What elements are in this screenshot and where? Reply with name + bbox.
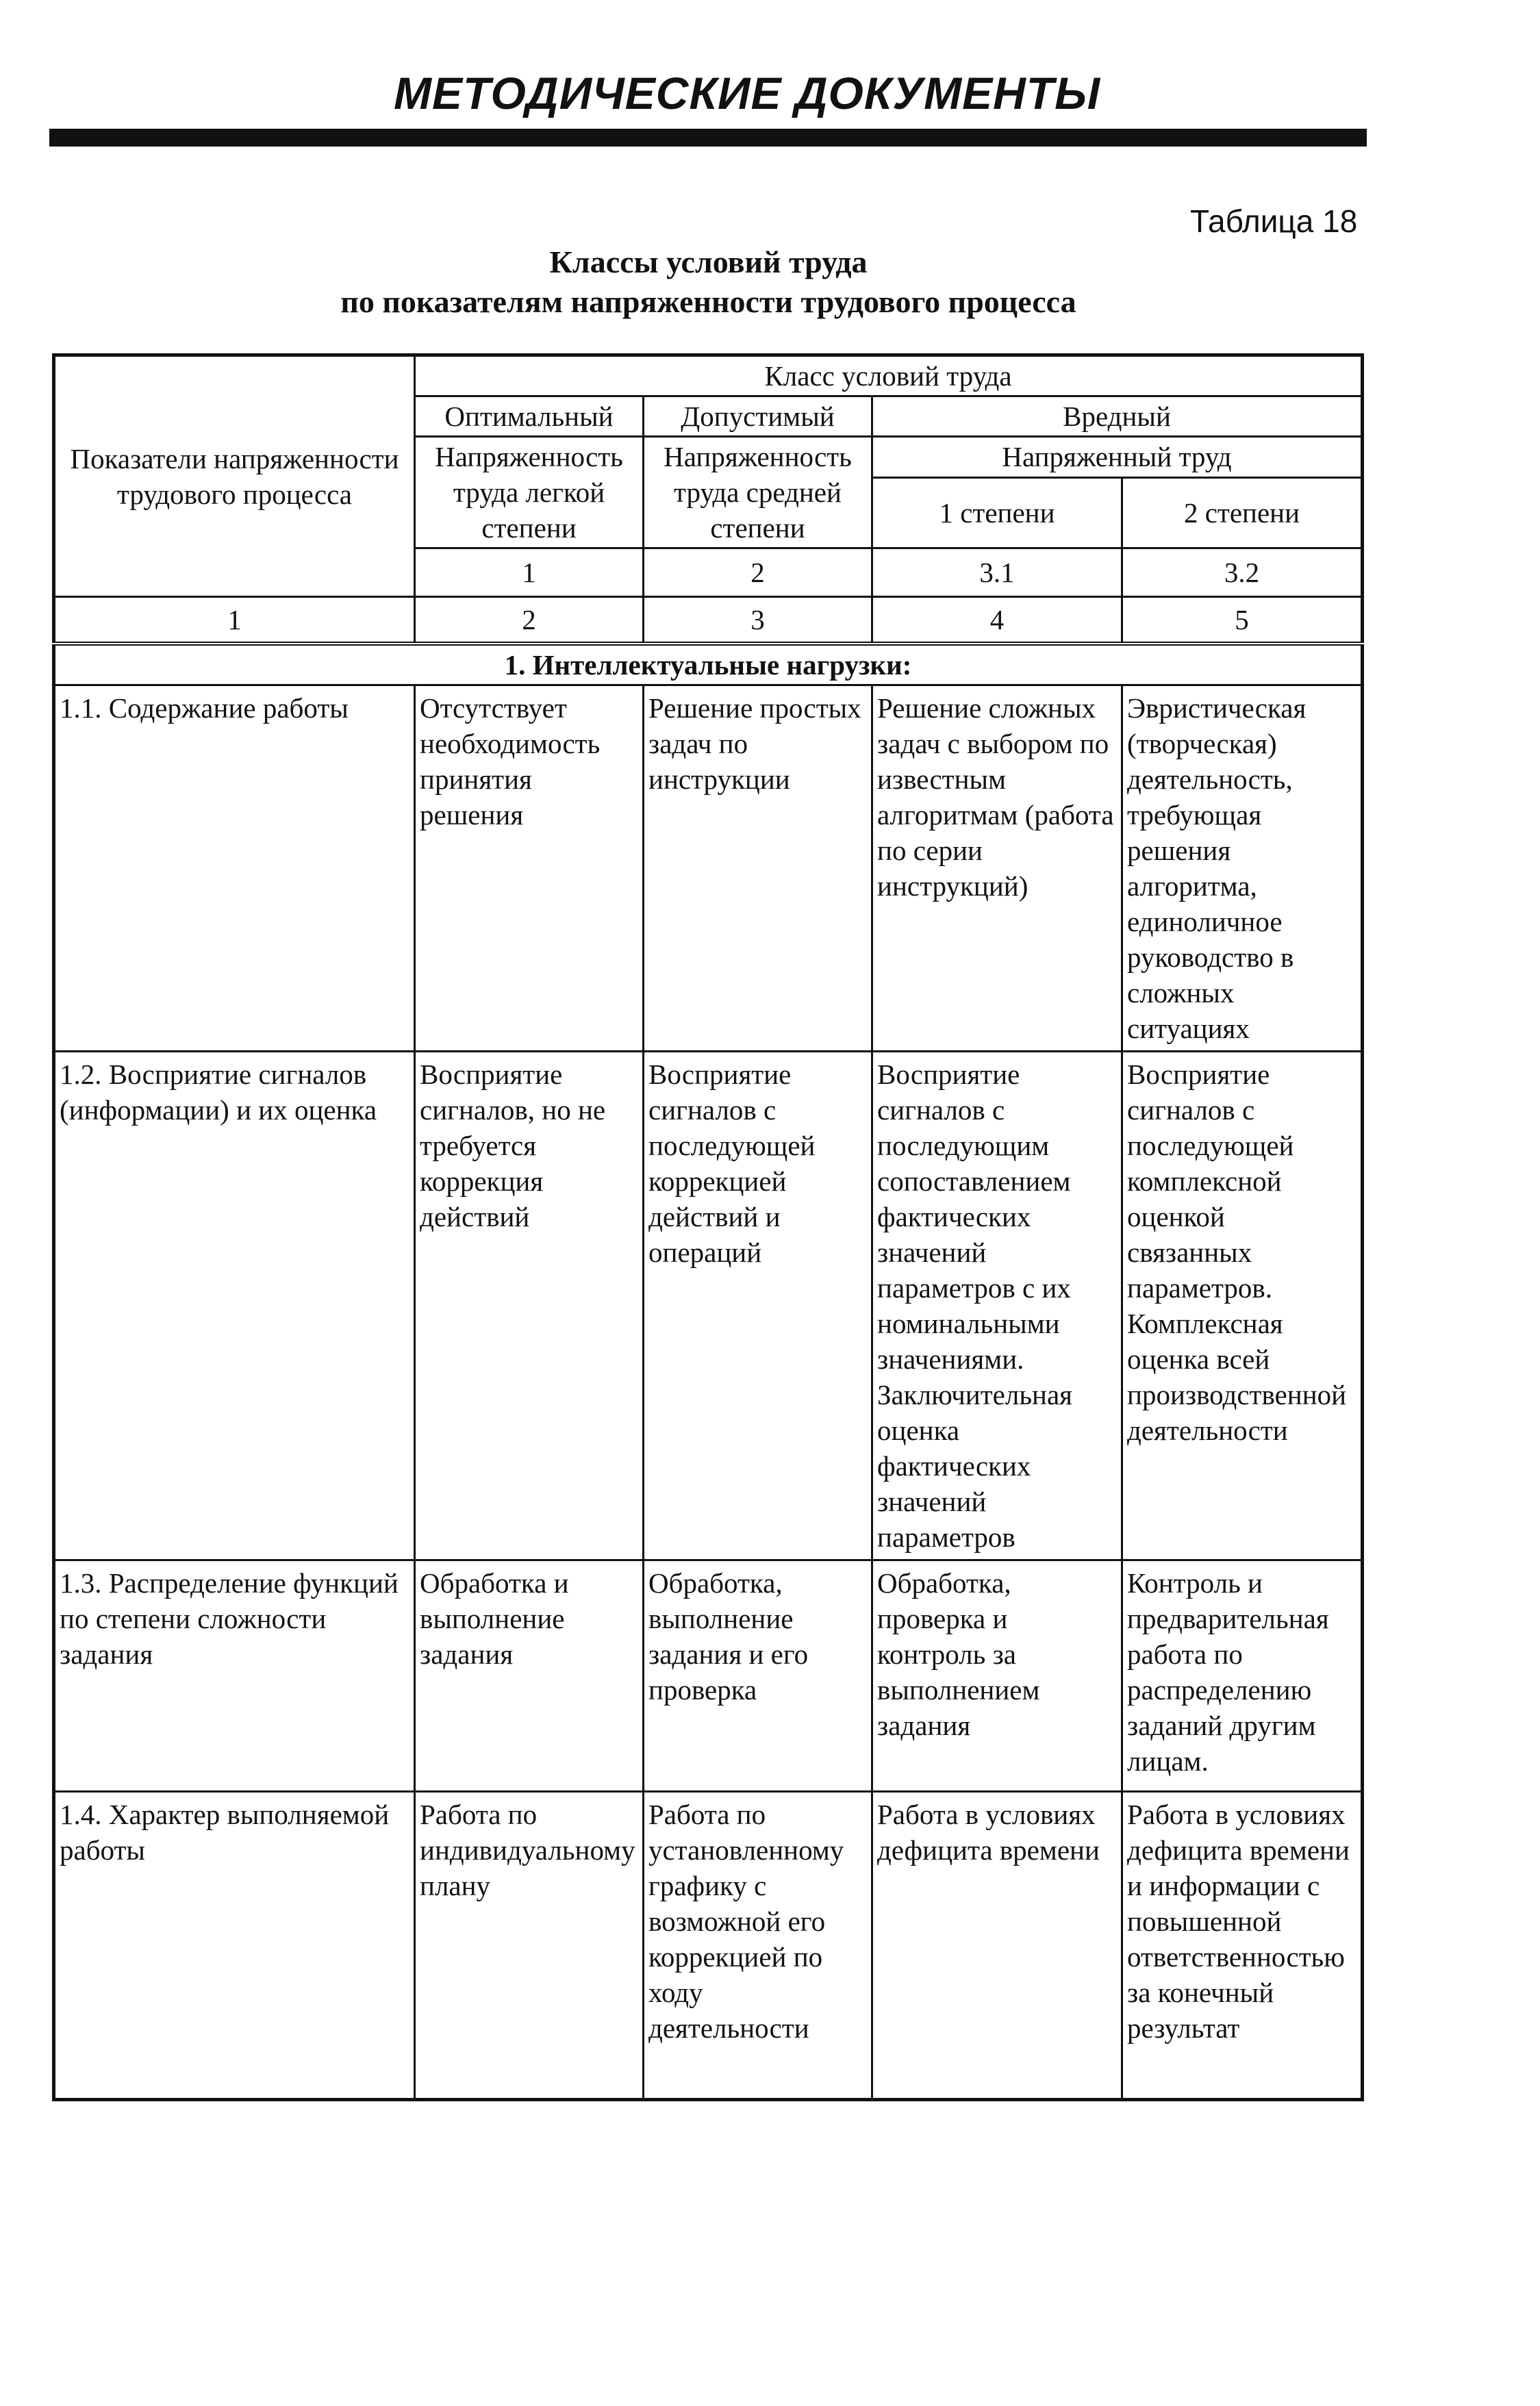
row-cell-harmful-1: Восприятие сигналов с последующим сопоставлением фактических значений параметров с их номинальными значениями. Заключительная оценка фактических значений параметров	[872, 1052, 1122, 1560]
row-indicator: 1.3. Распределение функций по степени сложности задания	[54, 1560, 415, 1792]
class-code: 1	[415, 548, 644, 597]
class-permissible: Допустимый	[644, 396, 872, 437]
running-header-title: МЕТОДИЧЕСКИЕ ДОКУМЕНТЫ	[394, 68, 1101, 118]
row-cell-harmful-2: Восприятие сигналов с последующей комплексной оценкой связанных параметров. Комплексная оценка всей производственной деятельности	[1122, 1052, 1363, 1560]
row-cell-harmful-2: Работа в условиях дефицита времени и информации с повышенной ответственностью за конечный результат	[1122, 1792, 1363, 2100]
degree-1: 1 степени	[872, 478, 1122, 548]
table-row	[54, 1792, 1363, 2100]
row-cell-permissible: Работа по установленному графику с возможной его коррекцией по ходу деятельности	[644, 1792, 872, 2100]
row-cell-permissible: Решение простых задач по инструкции	[644, 685, 872, 1052]
section-title: 1. Интеллектуальные нагрузки:	[54, 644, 1363, 685]
column-number: 5	[1122, 597, 1363, 644]
row-cell-harmful-2: Контроль и предварительная работа по распределению заданий другим лицам.	[1122, 1560, 1363, 1792]
class-optimal: Оптимальный	[415, 396, 644, 437]
column-number: 4	[872, 597, 1122, 644]
intensity-light: Напряженность труда легкой степени	[415, 437, 644, 548]
table-number: Таблица 18	[1190, 203, 1358, 239]
row-cell-optimal: Обработка и выполнение задания	[415, 1560, 644, 1792]
row-indicator: 1.4. Характер выполняемой работы	[54, 1792, 415, 2100]
intensity-medium: Напряженность труда средней степени	[644, 437, 872, 548]
working-conditions-table	[52, 353, 1364, 2101]
column-number: 3	[644, 597, 872, 644]
row-cell-optimal: Отсутствует необходимость принятия решения	[415, 685, 644, 1052]
degree-2: 2 степени	[1122, 478, 1363, 548]
table-caption-line-2: по показателям напряженности трудового процесса	[340, 284, 1076, 319]
indicator-header: Показатели напряженности трудового процесса	[54, 355, 415, 597]
class-code: 2	[644, 548, 872, 597]
header-rule	[49, 129, 1367, 147]
class-code: 3.2	[1122, 548, 1363, 597]
class-harmful: Вредный	[872, 396, 1363, 437]
table-row	[54, 685, 1363, 1052]
row-cell-harmful-2: Эвристическая (творческая) деятельность, требующая решения алгоритма, единоличное руководство в сложных ситуациях	[1122, 685, 1363, 1052]
table-row	[54, 1052, 1363, 1560]
intensity-harmful: Напряженный труд	[872, 437, 1363, 478]
table-caption-line-1: Классы условий труда	[549, 244, 868, 279]
row-cell-permissible: Восприятие сигналов с последующей коррекцией действий и операций	[644, 1052, 872, 1560]
row-cell-optimal: Работа по индивидуальному плану	[415, 1792, 644, 2100]
row-cell-harmful-1: Обработка, проверка и контроль за выполнением задания	[872, 1560, 1122, 1792]
column-number: 1	[54, 597, 415, 644]
row-cell-permissible: Обработка, выполнение задания и его проверка	[644, 1560, 872, 1792]
table-row	[54, 1560, 1363, 1792]
row-cell-harmful-1: Решение сложных задач с выбором по известным алгоритмам (работа по серии инструкций)	[872, 685, 1122, 1052]
row-indicator: 1.1. Содержание работы	[54, 685, 415, 1052]
row-cell-optimal: Восприятие сигналов, но не требуется коррекция действий	[415, 1052, 644, 1560]
class-header: Класс условий труда	[415, 355, 1363, 396]
row-cell-harmful-1: Работа в условиях дефицита времени	[872, 1792, 1122, 2100]
column-number: 2	[415, 597, 644, 644]
class-code: 3.1	[872, 548, 1122, 597]
row-indicator: 1.2. Восприятие сигналов (информации) и их оценка	[54, 1052, 415, 1560]
